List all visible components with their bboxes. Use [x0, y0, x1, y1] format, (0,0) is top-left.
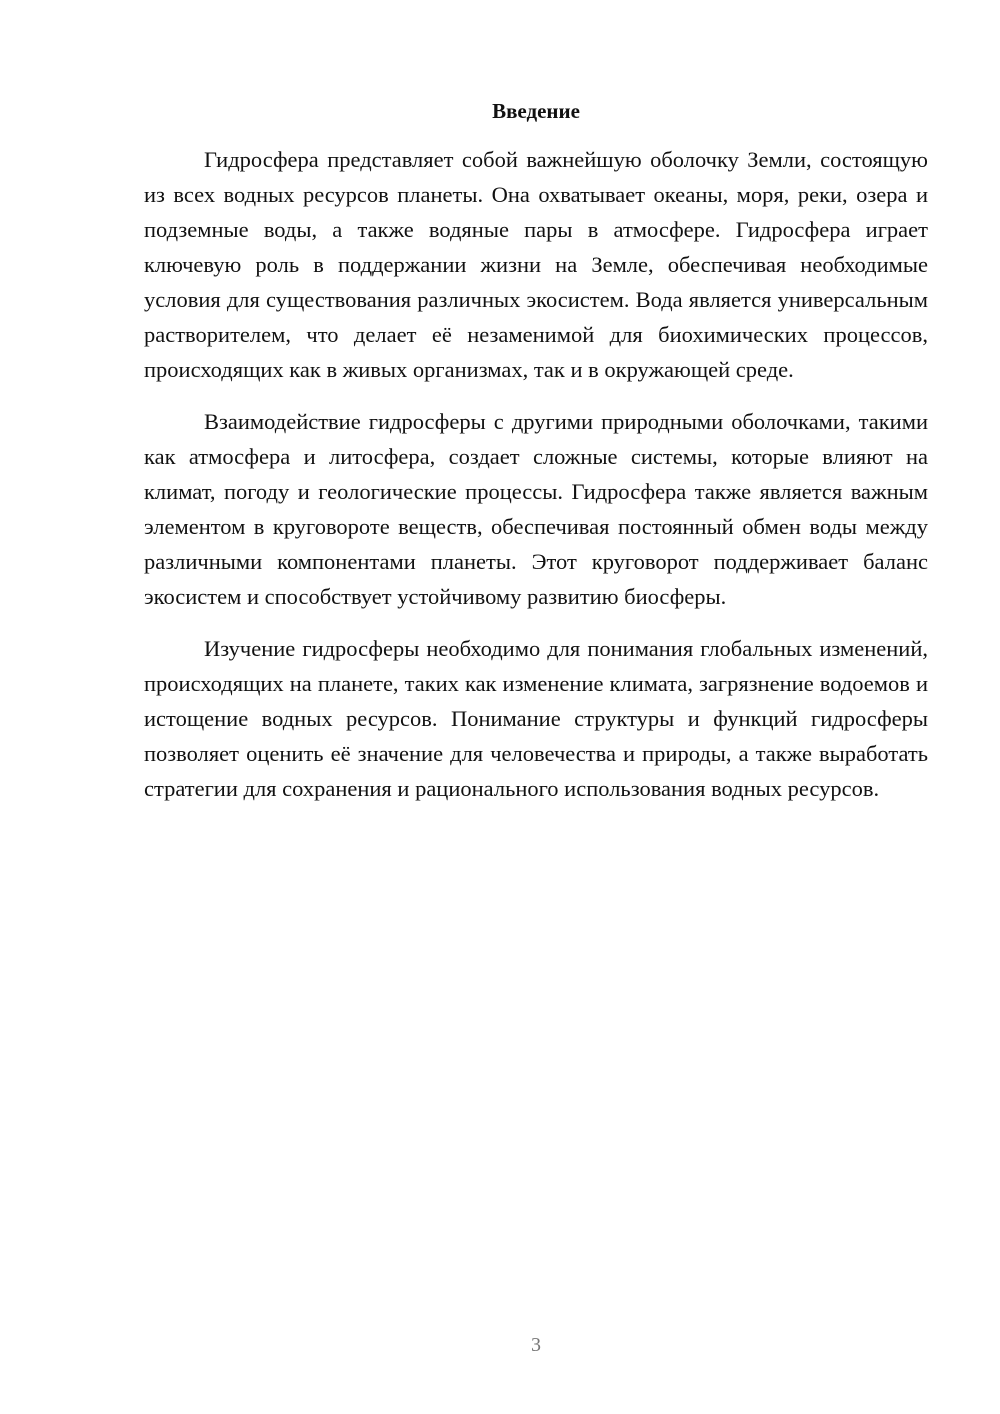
section-heading: Введение — [492, 99, 580, 123]
paragraph-3: Изучение гидросферы необходимо для понимания глобальных изменений, происходящих на планете, таких как изменение климата, загрязнение водоемов и истощение водных ресурсов. Понимание структуры и функций гидросферы позволяет оценить её значение для человечества и природы, а также выработать стратегии для сохранения и рационального использования водных ресурсов. — [144, 636, 928, 801]
document-body — [144, 142, 928, 823]
page-number: 3 — [531, 1334, 541, 1356]
paragraph-2: Взаимодействие гидросферы с другими природными оболочками, такими как атмосфера и литосфера, создает сложные системы, которые влияют на климат, погоду и геологические процессы. Гидросфера также является важным элементом в круговороте веществ, обеспечивая постоянный обмен воды между различными компонентами планеты. Этот круговорот поддерживает баланс экосистем и способствует устойчивому развитию биосферы. — [144, 409, 928, 609]
paragraph-1: Гидросфера представляет собой важнейшую оболочку Земли, состоящую из всех водных ресурсов планеты. Она охватывает океаны, моря, реки, озера и подземные воды, а также водяные пары в атмосфере. Гидросфера играет ключевую роль в поддержании жизни на Земле, обеспечивая необходимые условия для существования различных экосистем. Вода является универсальным растворителем, что делает её незаменимой для биохимических процессов, происходящих как в живых организмах, так и в окружающей среде. — [144, 147, 928, 382]
